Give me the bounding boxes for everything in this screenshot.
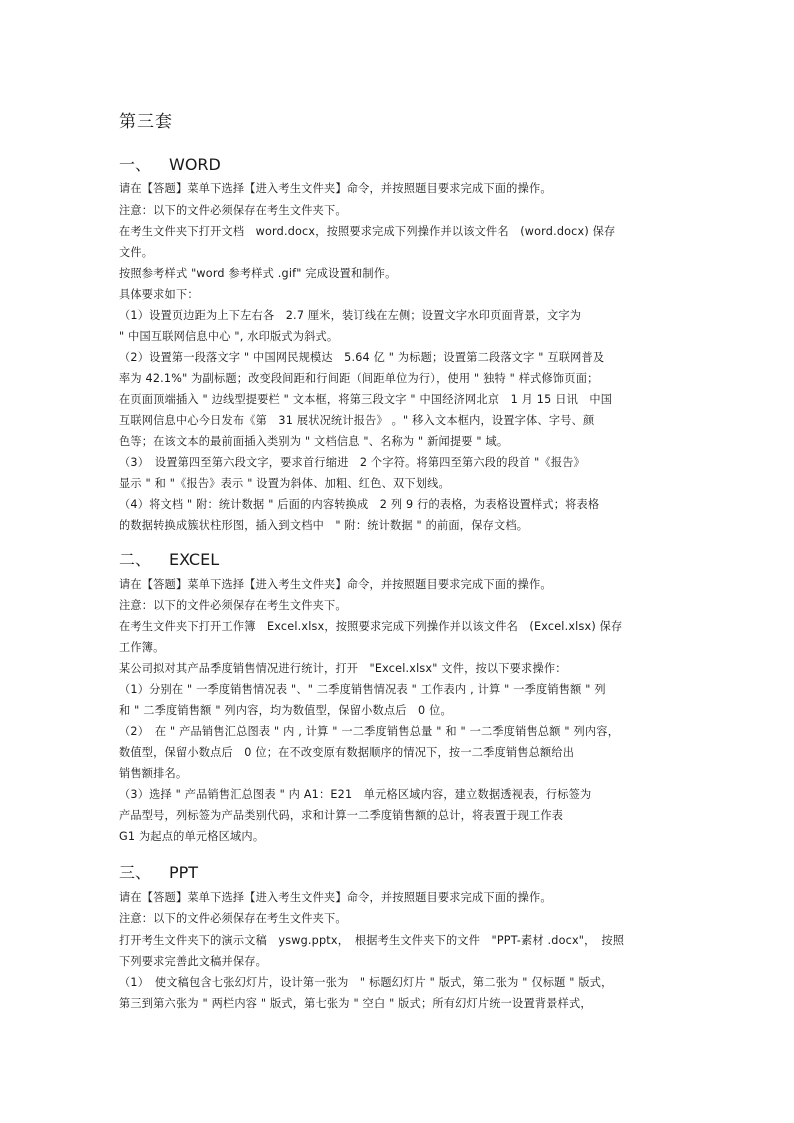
paragraph-line: 在页面顶端插入 " 边线型提要栏 " 文本框，将第三段文字 " 中国经济网北京 1 月 15 日讯 中国 xyxy=(119,393,613,406)
paragraph-line: 按照参考样式 "word 参考样式 .gif" 完成设置和制作。 xyxy=(119,267,397,280)
paragraph-line: 具体要求如下： xyxy=(119,288,199,301)
paragraph-line: 显示 " 和 "《报告》表示 " 设置为斜体、加粗、红色、双下划线。 xyxy=(119,477,450,490)
paragraph-line: " 中国互联网信息中心 ", 水印版式为斜式。 xyxy=(119,330,339,343)
paragraph-line: 注意：以下的文件必须保存在考生文件夹下。 xyxy=(119,599,347,612)
section-name: WORD xyxy=(169,155,221,174)
paragraph-line: （2） 在 " 产品销售汇总图表 " 内 , 计算 " 一二季度销售总量 " 和 " 一二季度销售总额 " 列内容， xyxy=(119,725,620,738)
section-name: EXCEL xyxy=(169,550,220,569)
section-heading-excel xyxy=(119,547,219,570)
paragraph-line: 打开考生文件夹下的演示文稿 yswg.pptx， 根据考生文件夹下的文件 "PPT-素材 .docx"， 按照 xyxy=(119,934,625,947)
paragraph-line: 第三到第六张为 " 两栏内容 " 版式，第七张为 " 空白 " 版式；所有幻灯片统一设置背景样式， xyxy=(119,997,592,1010)
paragraph-line: 请在【答题】菜单下选择【进入考生文件夹】命令，并按照题目要求完成下面的操作。 xyxy=(119,891,552,904)
paragraph-line: 销售额排名。 xyxy=(119,767,188,780)
paragraph-line: 在考生文件夹下打开工作簿 Excel.xlsx，按照要求完成下列操作并以该文件名 (Excel.xlsx) 保存 xyxy=(119,620,623,633)
paragraph-line: （3）选择 " 产品销售汇总图表 " 内 A1：E21 单元格区域内容，建立数据透视表，行标签为 xyxy=(119,788,592,801)
paragraph-line: 在考生文件夹下打开文档 word.docx，按照要求完成下列操作并以该文件名 (word.docx) 保存 xyxy=(119,225,616,238)
section-heading-ppt xyxy=(119,860,198,883)
paragraph-line: 互联网信息中心今日发布《第 31 展状况统计报告》 。" 移入文本框内，设置字体、字号、颜 xyxy=(119,414,595,427)
paragraph-line: 注意：以下的文件必须保存在考生文件夹下。 xyxy=(119,204,347,217)
document-title: 第三套 xyxy=(119,112,173,132)
paragraph-line: 某公司拟对其产品季度销售情况进行统计，打开 "Excel.xlsx" 文件，按以下要求操作： xyxy=(119,662,567,675)
paragraph-line: （1） 使文稿包含七张幻灯片，设计第一张为 " 标题幻灯片 " 版式，第二张为 " 仅标题 " 版式， xyxy=(119,976,613,989)
paragraph-line: 率为 42.1%" 为副标题；改变段间距和行间距（间距单位为行），使用 " 独特 " 样式修饰页面； xyxy=(119,372,599,385)
section-number: 三、 xyxy=(119,863,152,882)
section-number: 二、 xyxy=(119,550,152,569)
paragraph-line: （3） 设置第四至第六段文字，要求首行缩进 2 个字符。将第四至第六段的段首 "《报告》 xyxy=(119,456,586,469)
section-heading-word xyxy=(119,152,221,175)
section-name: PPT xyxy=(169,863,199,882)
paragraph-line: 数值型，保留小数点后 0 位；在不改变原有数据顺序的情况下，按一二季度销售总额给出 xyxy=(119,746,575,759)
paragraph-line: 和 " 二季度销售额 " 列内容，均为数值型，保留小数点后 0 位。 xyxy=(119,704,452,717)
paragraph-line: （2）设置第一段落文字 " 中国网民规模达 5.64 亿 " 为标题；设置第二段落文字 " 互联网普及 xyxy=(119,351,605,364)
paragraph-line: 请在【答题】菜单下选择【进入考生文件夹】命令，并按照题目要求完成下面的操作。 xyxy=(119,182,552,195)
section-number: 一、 xyxy=(119,155,152,174)
paragraph-line: （4）将文档 " 附：统计数据 " 后面的内容转换成 2 列 9 行的表格，为表格设置样式；将表格 xyxy=(119,498,600,511)
paragraph-line: （1）分别在 " 一季度销售情况表 "、" 二季度销售情况表 " 工作表内 , 计算 " 一季度销售额 " 列 xyxy=(119,683,606,696)
paragraph-line: 下列要求完善此文稿并保存。 xyxy=(119,955,268,968)
paragraph-line: 注意：以下的文件必须保存在考生文件夹下。 xyxy=(119,912,347,925)
paragraph-line: （1）设置页边距为上下左右各 2.7 厘米，装订线在左侧；设置文字水印页面背景，文字为 xyxy=(119,309,582,322)
paragraph-line: 文件。 xyxy=(119,246,154,259)
paragraph-line: 产品型号，列标签为产品类别代码，求和计算一二季度销售额的总计，将表置于现工作表 xyxy=(119,809,564,822)
paragraph-line: 工作簿。 xyxy=(119,641,165,654)
paragraph-line: 色等；在该文本的最前面插入类别为 " 文档信息 "、名称为 " 新闻提要 " 域。 xyxy=(119,435,509,448)
paragraph-line: 请在【答题】菜单下选择【进入考生文件夹】命令，并按照题目要求完成下面的操作。 xyxy=(119,578,552,591)
paragraph-line: G1 为起点的单元格区域内。 xyxy=(119,830,265,843)
paragraph-line: 的数据转换成簇状柱形图，插入到文档中 " 附：统计数据 " 的前面，保存文档。 xyxy=(119,519,529,532)
